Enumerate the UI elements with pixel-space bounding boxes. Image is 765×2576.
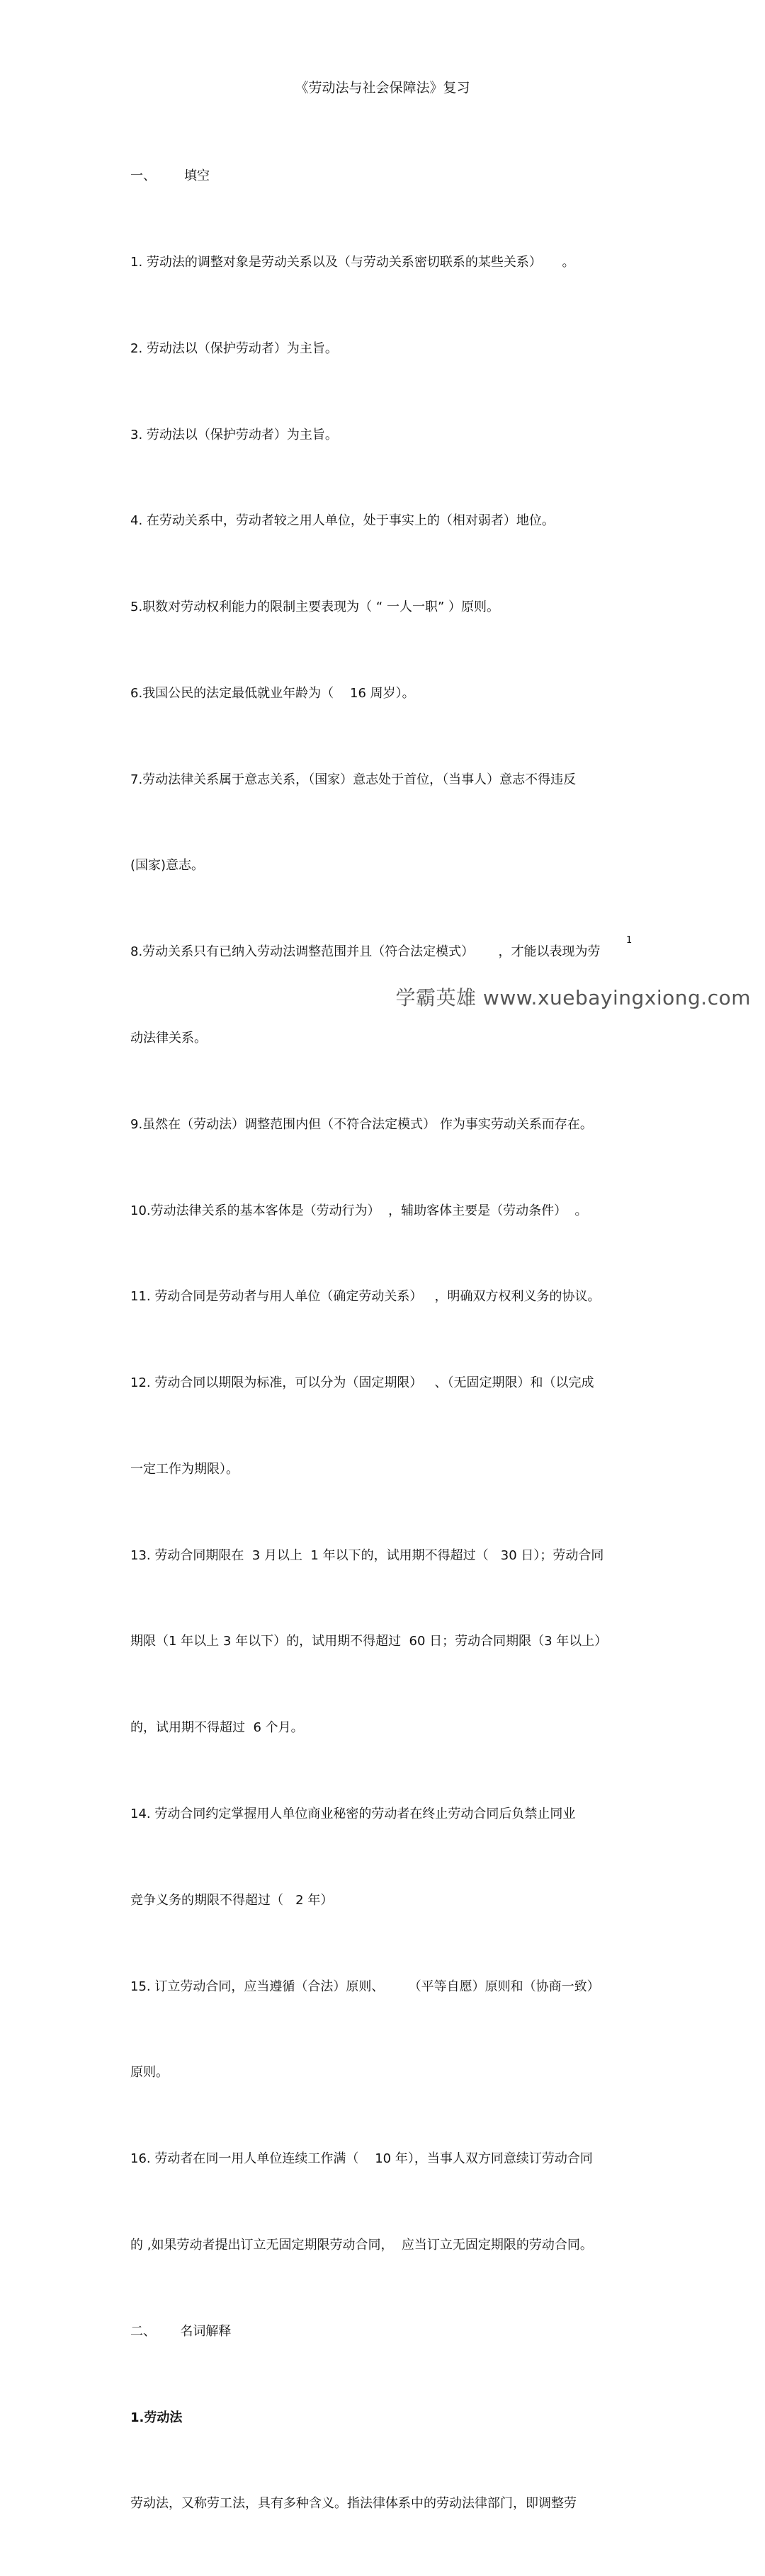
question-14-line-1: 14. 劳动合同约定掌握用人单位商业秘密的劳动者在终止劳动合同后负禁止同业 [130,1807,576,1822]
question-6: 6.我国公民的法定最低就业年龄为（ 16 周岁）。 [130,685,415,701]
term-definition-line-1: 劳动法，又称劳工法，具有多种含义。指法律体系中的劳动法律部门，即调整劳 [130,2496,577,2512]
question-15-line-1: 15. 订立劳动合同，应当遵循（合法）原则、 （平等自愿）原则和（协商一致） [130,1979,600,1994]
question-4: 4. 在劳动关系中，劳动者较之用人单位，处于事实上的（相对弱者）地位。 [130,513,555,529]
watermark: 学霸英雄 www.xuebayingxiong.com [395,986,751,1009]
document-body [130,105,640,2576]
question-10: 10.劳动法律关系的基本客体是（劳动行为） ，辅助客体主要是（劳动条件） 。 [130,1203,588,1218]
question-5: 5.职数对劳动权利能力的限制主要表现为（ “ 一人一职” ）原则。 [130,600,499,615]
question-1: 1. 劳动法的调整对象是劳动关系以及（与劳动关系密切联系的某些关系） 。 [130,254,575,270]
question-13-line-3: 的，试用期不得超过 6 个月。 [130,1720,304,1736]
question-16-line-2: 的 ,如果劳动者提出订立无固定期限劳动合同， 应当订立无固定期限的劳动合同。 [130,2237,593,2252]
question-8-line-2: 动法律关系。 [130,1031,207,1046]
document-title: 《劳动法与社会保障法》复习 [295,80,470,96]
question-12-line-2: 一定工作为期限）。 [130,1461,239,1477]
question-7-line-1: 7.劳动法律关系属于意志关系，（国家）意志处于首位，（当事人）意志不得违反 [130,772,577,787]
page-number: 1 [626,935,633,946]
question-9: 9.虽然在（劳动法）调整范围内但（不符合法定模式） 作为事实劳动关系而存在。 [130,1116,593,1132]
question-7-line-2: (国家)意志。 [130,858,205,874]
section-heading-term-definitions: 二、 名词解释 [130,2323,232,2339]
term-heading-labor-law: 1.劳动法 [130,2410,183,2425]
question-12-line-1: 12. 劳动合同以期限为标准，可以分为（固定期限） 、（无固定期限）和（以完成 [130,1375,594,1391]
question-3: 3. 劳动法以（保护劳动者）为主旨。 [130,427,338,442]
question-13-line-2: 期限（1 年以上 3 年以下）的，试用期不得超过 60 日；劳动合同期限（3 年以上） [130,1634,608,1649]
question-14-line-2: 竞争义务的期限不得超过（ 2 年） [130,1892,334,1908]
question-13-line-1: 13. 劳动合同期限在 3 月以上 1 年以下的，试用期不得超过（ 30 日）；劳动合同 [130,1547,604,1563]
question-15-line-2: 原则。 [130,2065,169,2080]
question-11: 11. 劳动合同是劳动者与用人单位（确定劳动关系） ，明确双方权利义务的协议。 [130,1289,601,1305]
question-8-line-1: 8.劳动关系只有已纳入劳动法调整范围并且（符合法定模式） ，才能以表现为劳 [130,944,601,960]
section-heading-fill-blank: 一、 填空 [130,168,210,184]
question-16-line-1: 16. 劳动者在同一用人单位连续工作满（ 10 年），当事人双方同意续订劳动合同 [130,2151,593,2167]
question-2: 2. 劳动法以（保护劳动者）为主旨。 [130,340,338,356]
